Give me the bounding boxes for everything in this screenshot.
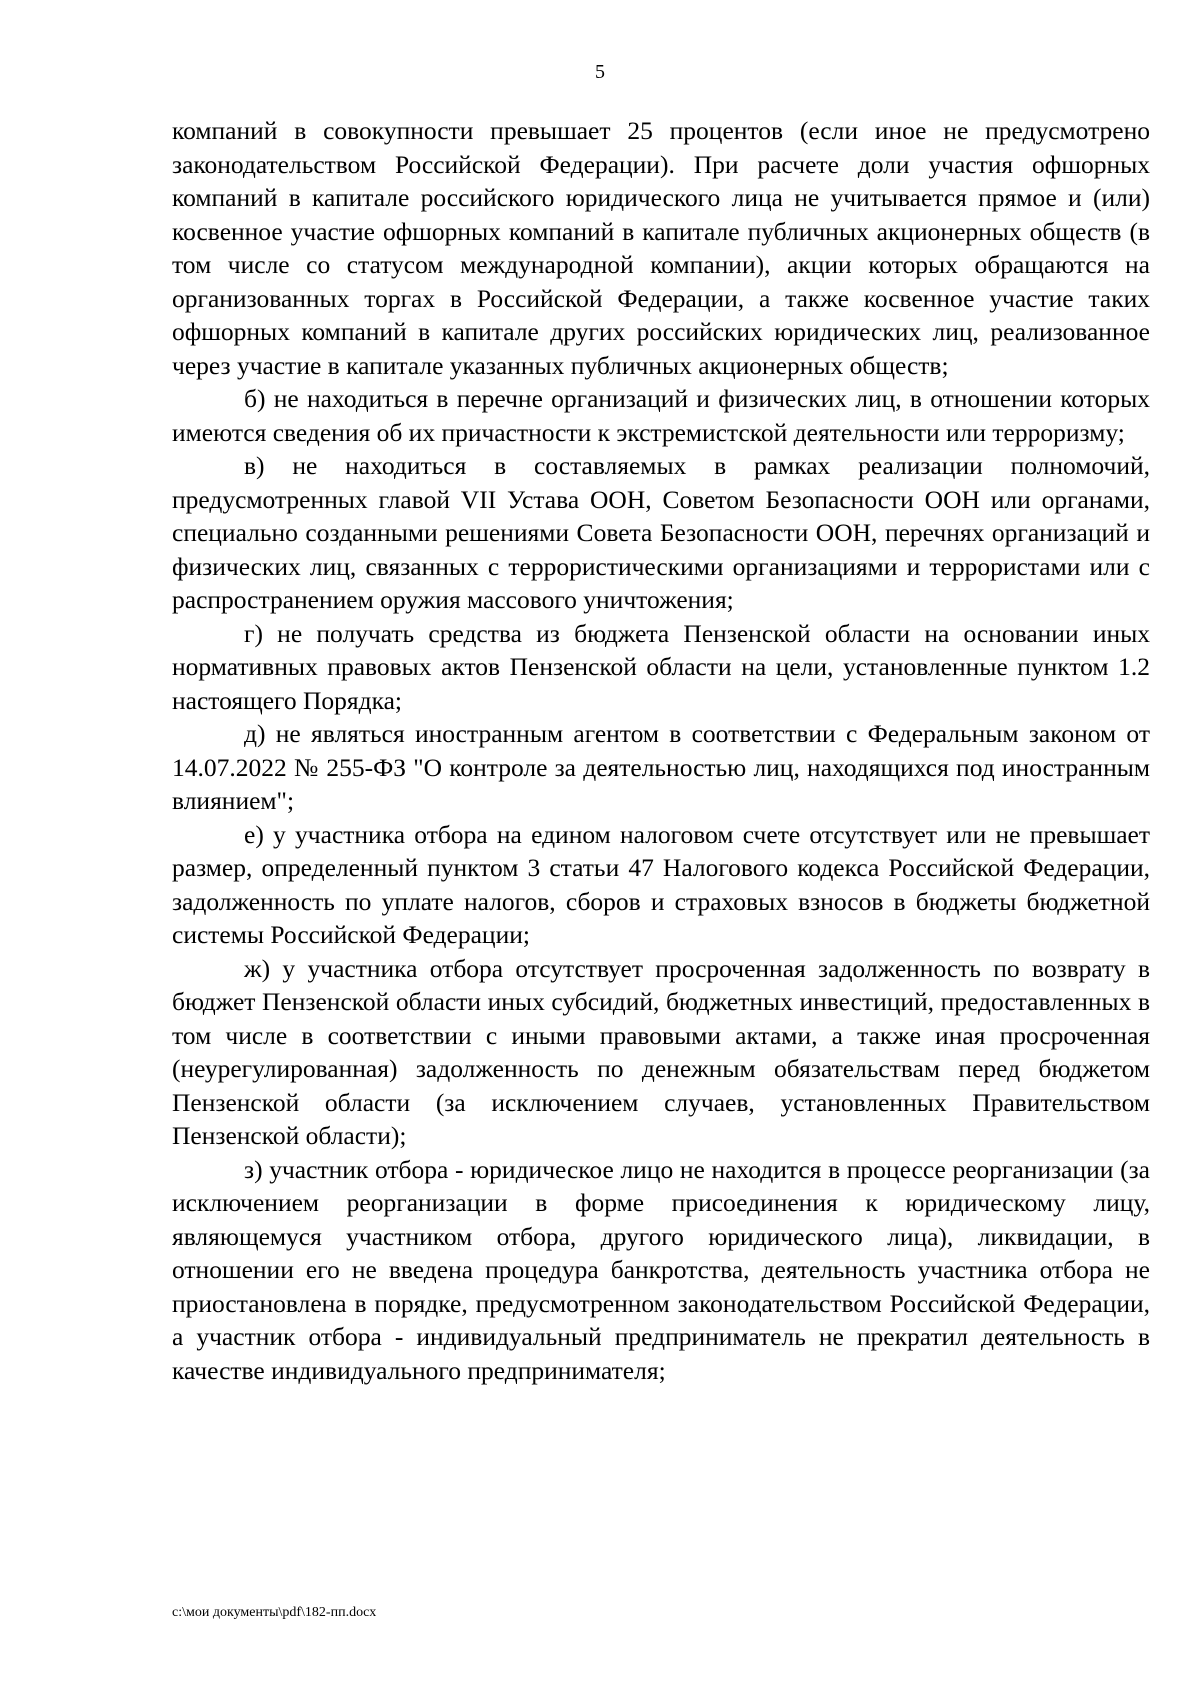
page-number: 5 <box>595 61 605 83</box>
paragraph-d: д) не являться иностранным агентом в соответствии с Федеральным законом от 14.07.2022 № 255-ФЗ "О контроле за деятельностью лиц, находящихся под иностранным влиянием"; <box>172 719 1150 815</box>
paragraph-v: в) не находиться в составляемых в рамках реализации полномочий, предусмотренных главой VII Устава ООН, Советом Безопасности ООН или органами, специально созданными решениями Совета Безопасности ООН, перечнях организаций и физических лиц, связанных с террористическими организациями и террористами или с распространением оружия массового уничтожения; <box>172 451 1150 614</box>
paragraph-g: г) не получать средства из бюджета Пензенской области на основании иных нормативных правовых актов Пензенской области на цели, установленные пунктом 1.2 настоящего Порядка; <box>172 618 1150 715</box>
footer-file-path: c:\мои документы\pdf\182-пп.docx <box>172 1605 377 1620</box>
paragraph-b: б) не находиться в перечне организаций и физических лиц, в отношении которых имеются сведения об их причастности к экстремистской деятельности или терроризму; <box>172 384 1150 447</box>
paragraph-continuation: компаний в совокупности превышает 25 процентов (если иное не предусмотрено законодательством Российской Федерации). При расчете доли участия офшорных компаний в капитале российского юридического лица не учитывается прямое и (или) косвенное участие офшорных компаний в капитале публичных акционерных обществ (в том числе со статусом международной компании), акции которых обращаются на организованных торгах в Российской Федерации, а также косвенное участие таких офшорных компаний в капитале других российских юридических лиц, реализованное через участие в капитале указанных публичных акционерных обществ; <box>172 116 1150 380</box>
paragraph-zh: ж) у участника отбора отсутствует просроченная задолженность по возврату в бюджет Пензенской области иных субсидий, бюджетных инвестиций, предоставленных в том числе в соответствии с иными правовыми актами, а также иная просроченная (неурегулированная) задолженность по денежным обязательствам перед бюджетом Пензенской области (за исключением случаев, установленных Правительством Пензенской области); <box>172 953 1150 1150</box>
document-body <box>172 114 1150 1387</box>
paragraph-z: з) участник отбора - юридическое лицо не находится в процессе реорганизации (за исключением реорганизации в форме присоединения к юридическому лицу, являющемуся участником отбора, другого юридического лица), ликвидации, в отношении его не введена процедура банкротства, деятельность участника отбора не приостановлена в порядке, предусмотренном законодательством Российской Федерации, а участник отбора - индивидуальный предприниматель не прекратил деятельность в качестве индивидуального предпринимателя; <box>172 1154 1150 1385</box>
paragraph-e: е) у участника отбора на едином налоговом счете отсутствует или не превышает размер, определенный пунктом 3 статьи 47 Налогового кодекса Российской Федерации, задолженность по уплате налогов, сборов и страховых взносов в бюджеты бюджетной системы Российской Федерации; <box>172 819 1150 949</box>
